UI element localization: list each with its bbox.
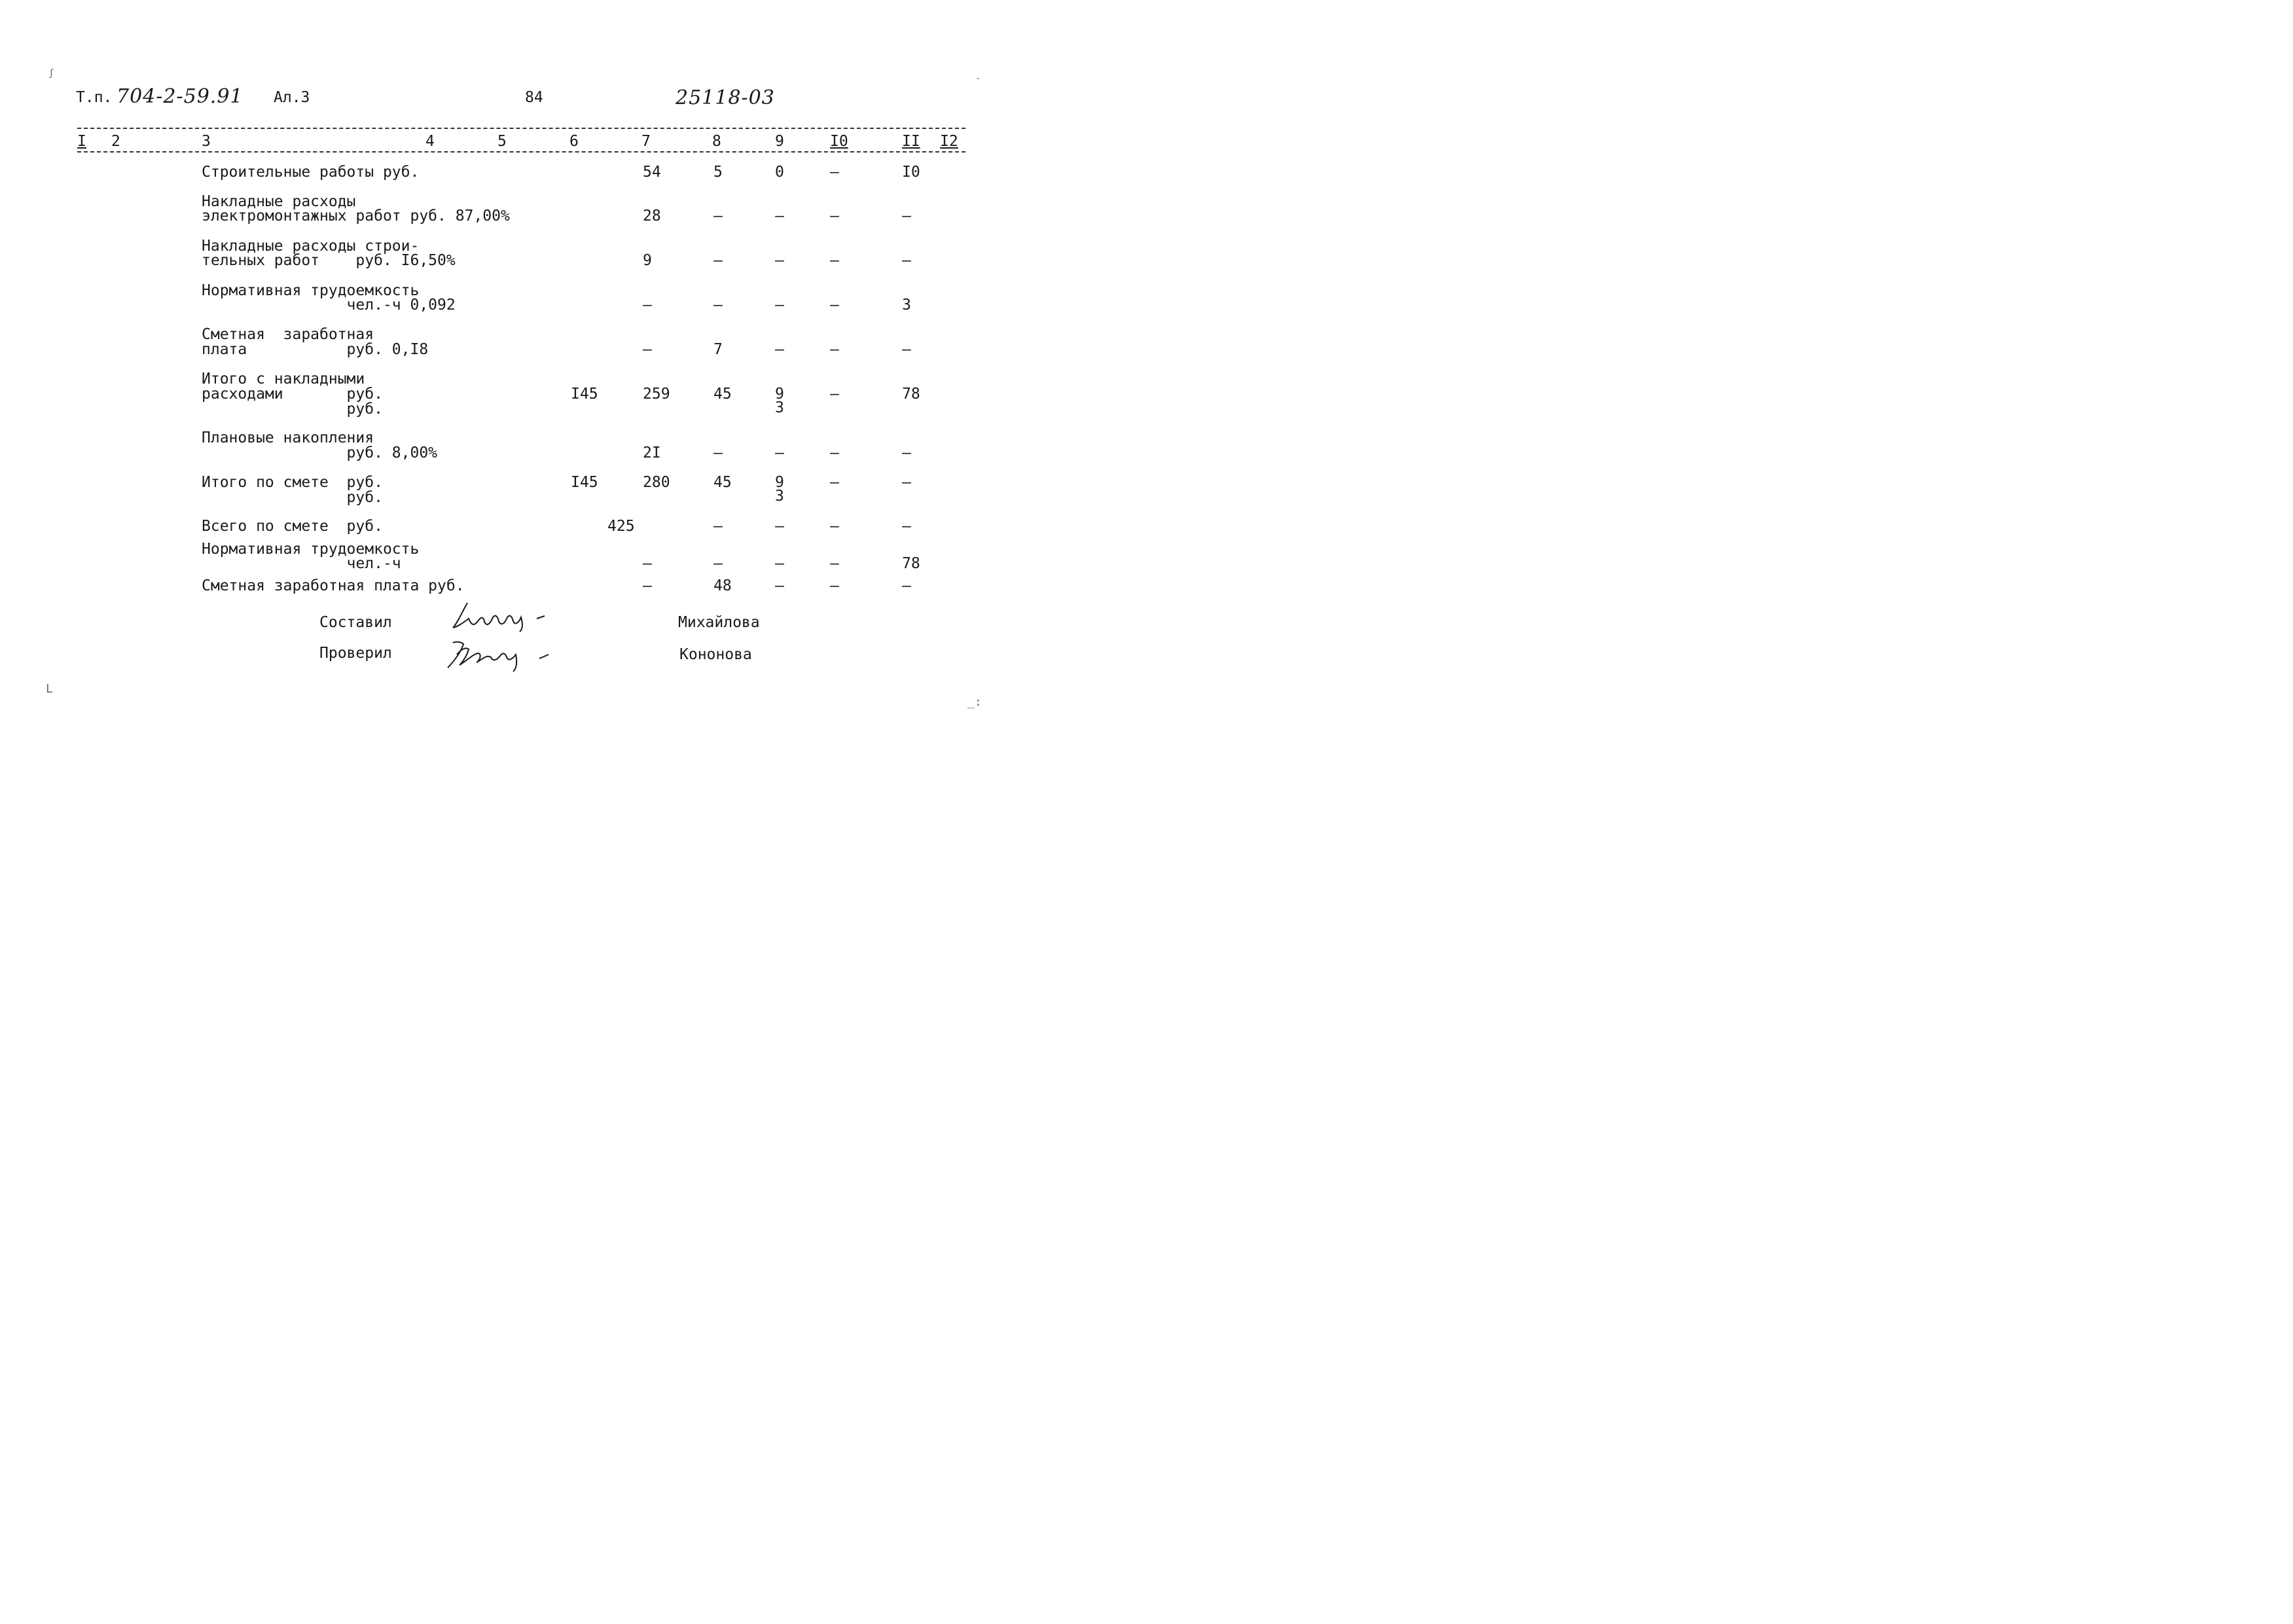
row-label: Плановые накопления (202, 429, 374, 446)
cell-col10: – (830, 386, 839, 403)
document-code: 25118-03 (676, 86, 775, 109)
cell-col9: 9 (775, 386, 784, 403)
row-label: Нормативная трудоемкость (202, 282, 420, 299)
row-label: Накладные расходы строи- (202, 238, 420, 255)
cell-col9: – (775, 252, 784, 269)
page-number: 84 (525, 89, 543, 106)
col-header-4: 4 (425, 133, 435, 150)
row-label: Нормативная трудоемкость (202, 541, 420, 558)
cell-col7: – (643, 555, 652, 572)
row-label: плата руб. 0,I8 (202, 341, 429, 358)
checked-signature (444, 635, 555, 674)
cell-col10: – (830, 164, 839, 181)
project-number: 704-2-59.91 (117, 85, 244, 108)
row-label: Сметная заработная плата руб. (202, 577, 465, 594)
cell-col7: 9 (643, 252, 652, 269)
cell-col7: – (643, 577, 652, 594)
cell-col7: 54 (643, 164, 661, 181)
row-label: электромонтажных работ руб. 87,00% (202, 208, 510, 225)
col-header-3: 3 (202, 133, 211, 150)
cell-col9: – (775, 341, 784, 358)
cell-col9: 9 (775, 474, 784, 491)
cell-col10: – (830, 518, 839, 535)
col-header-6: 6 (569, 133, 579, 150)
col-header-2: 2 (111, 133, 120, 150)
cell-col10: – (830, 555, 839, 572)
cell-col8: – (713, 444, 723, 461)
cell-col9-second: 3 (775, 488, 784, 505)
col-header-5: 5 (497, 133, 507, 150)
cell-col8: 45 (713, 474, 732, 491)
cell-col8: 48 (713, 577, 732, 594)
cell-col11: 78 (902, 555, 920, 572)
cell-col11: I0 (902, 164, 920, 181)
row-label: Итого по смете руб. (202, 474, 383, 491)
cell-col8: – (713, 297, 723, 314)
cell-col7: 259 (643, 386, 670, 403)
cell-col7: – (643, 297, 652, 314)
cell-col7: 280 (643, 474, 670, 491)
scan-mark: - (975, 73, 981, 84)
project-prefix: Т.п. (76, 89, 113, 106)
cell-col8: – (713, 518, 723, 535)
compiled-signature (449, 599, 554, 635)
cell-col10: – (830, 208, 839, 225)
scan-mark: _: (967, 695, 982, 709)
cell-col11: – (902, 474, 911, 491)
cell-col11: – (902, 252, 911, 269)
scan-mark: ʃ (48, 68, 54, 79)
cell-col10: – (830, 297, 839, 314)
cell-col10: – (830, 252, 839, 269)
document-page (0, 0, 1026, 727)
cell-col10: – (830, 341, 839, 358)
cell-col9: – (775, 577, 784, 594)
row-label: Строительные работы руб. (202, 164, 420, 181)
cell-col9: – (775, 555, 784, 572)
col-header-1: I (77, 133, 86, 150)
header-rule-top (77, 128, 966, 129)
cell-col9: – (775, 208, 784, 225)
row-label: чел.-ч 0,092 (202, 297, 456, 314)
cell-col11: 3 (902, 297, 911, 314)
cell-col10: – (830, 577, 839, 594)
cell-col9: – (775, 297, 784, 314)
album-label: Ал.3 (274, 89, 310, 106)
row-label: Всего по смете руб. (202, 518, 383, 535)
cell-col6: I45 (571, 474, 598, 491)
col-header-8: 8 (712, 133, 721, 150)
cell-col8: – (713, 252, 723, 269)
col-header-12: I2 (940, 133, 958, 150)
cell-col6: I45 (571, 386, 598, 403)
row-label: тельных работ руб. I6,50% (202, 252, 456, 269)
cell-col7: 2I (643, 444, 661, 461)
cell-col9-second: 3 (775, 399, 784, 416)
cell-col11: – (902, 518, 911, 535)
row-label: Сметная заработная (202, 326, 374, 343)
cell-col11: – (902, 577, 911, 594)
compiled-by-label: Составил (319, 614, 392, 631)
col-header-11: II (902, 133, 920, 150)
cell-col8: – (713, 555, 723, 572)
cell-col11: – (902, 208, 911, 225)
cell-col9: 0 (775, 164, 784, 181)
col-header-9: 9 (775, 133, 784, 150)
header-rule-bottom (77, 151, 966, 153)
row-label: руб. 8,00% (202, 444, 438, 461)
cell-col8: – (713, 208, 723, 225)
row-label: руб. (202, 489, 383, 506)
row-label: Итого с накладными (202, 370, 365, 388)
row-label: руб. (202, 401, 383, 418)
cell-col11: – (902, 341, 911, 358)
cell-col11: – (902, 444, 911, 461)
col-header-10: I0 (830, 133, 848, 150)
checked-by-name: Кононова (679, 646, 752, 663)
cell-col8: 5 (713, 164, 723, 181)
compiled-by-name: Михайлова (678, 614, 760, 631)
cell-col8: 7 (713, 341, 723, 358)
col-header-7: 7 (641, 133, 651, 150)
cell-col10: – (830, 444, 839, 461)
checked-by-label: Проверил (319, 645, 392, 662)
cell-col9: – (775, 518, 784, 535)
row-label: чел.-ч (202, 555, 401, 572)
cell-col6-7-total: 425 (607, 518, 635, 535)
row-label: Накладные расходы (202, 193, 356, 210)
cell-col7: 28 (643, 208, 661, 225)
scan-mark: L (46, 682, 53, 696)
cell-col7: – (643, 341, 652, 358)
cell-col8: 45 (713, 386, 732, 403)
cell-col10: – (830, 474, 839, 491)
row-label: расходами руб. (202, 386, 383, 403)
cell-col11: 78 (902, 386, 920, 403)
cell-col9: – (775, 444, 784, 461)
